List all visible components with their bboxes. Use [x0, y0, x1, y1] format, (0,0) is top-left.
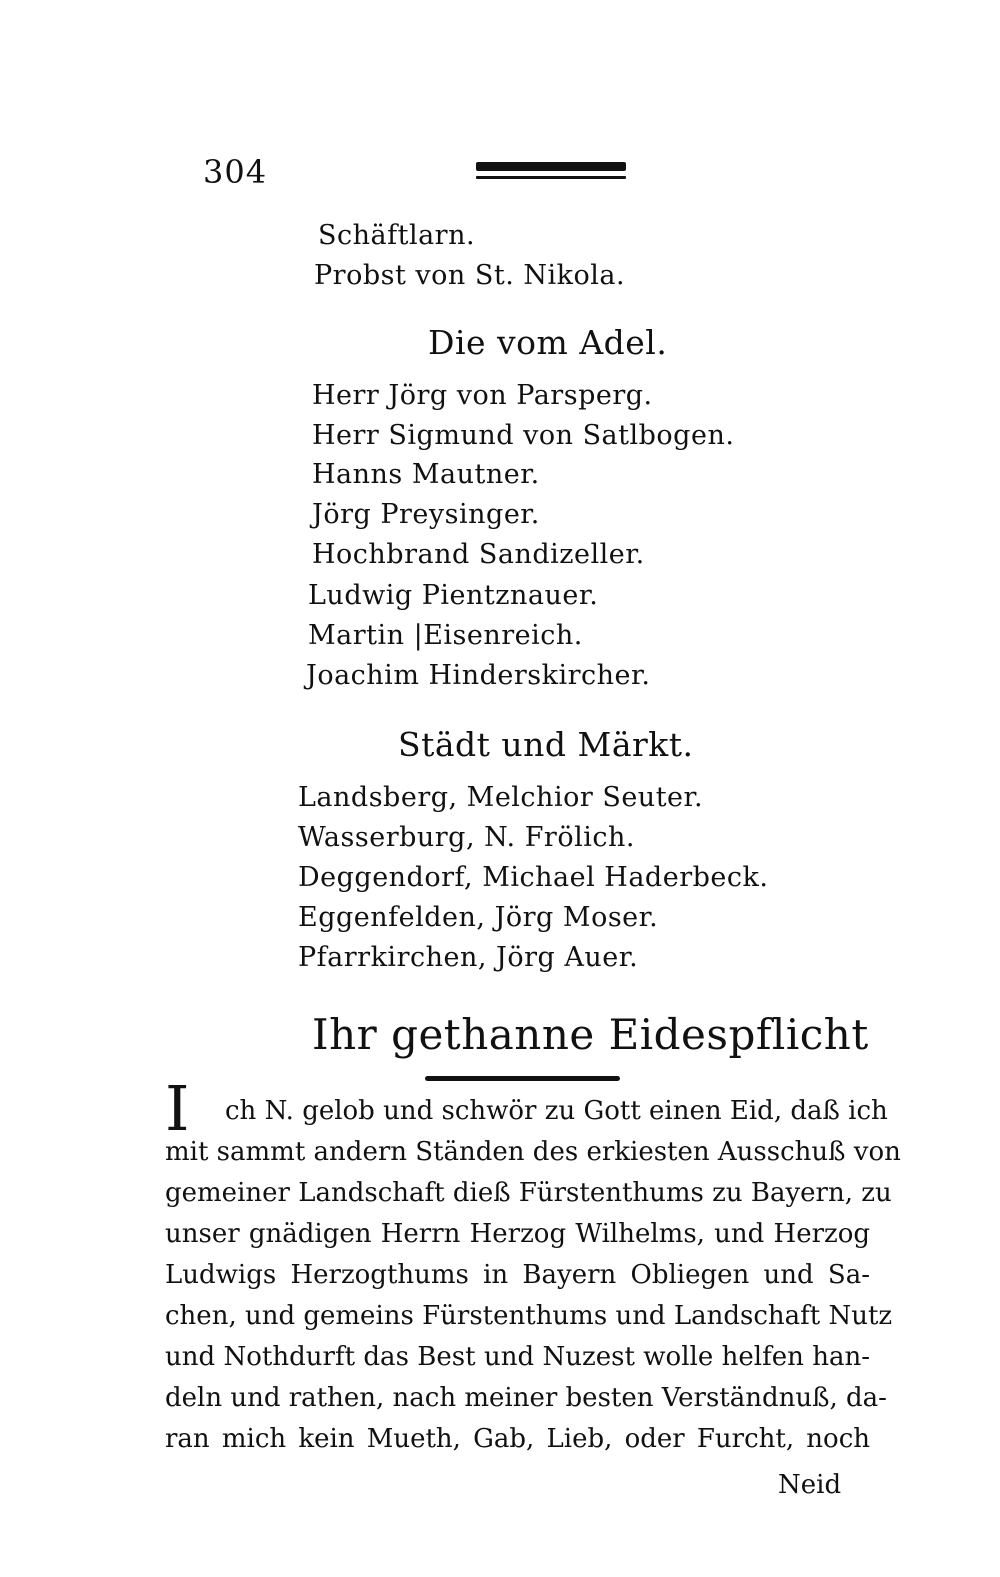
- paragraph-line: und Nothdurft das Best und Nuzest wolle helfen han-: [165, 1342, 870, 1372]
- section-heading-adel: Die vom Adel.: [428, 323, 668, 362]
- page-number: 304: [203, 153, 268, 191]
- paragraph-line: mit sammt andern Ständen des erkiesten Ausschuß von: [165, 1137, 901, 1167]
- catchword: Neid: [778, 1470, 842, 1500]
- list-item: Eggenfelden, Jörg Moser.: [298, 902, 659, 933]
- oath-heading: Ihr gethanne Eidespflicht: [312, 1010, 869, 1059]
- paragraph-line: ch N. gelob und schwör zu Gott einen Eid, daß ich: [225, 1096, 888, 1126]
- list-item: Pfarrkirchen, Jörg Auer.: [298, 942, 639, 973]
- header-rule: [476, 162, 626, 179]
- paragraph-line: gemeiner Landschaft dieß Fürstenthums zu Bayern, zu: [165, 1178, 892, 1208]
- list-item: Ludwig Pientznauer.: [308, 580, 599, 611]
- header-rule-thick: [476, 162, 626, 171]
- list-item: Jörg Preysinger.: [312, 499, 540, 530]
- list-item: Deggendorf, Michael Haderbeck.: [298, 862, 769, 893]
- list-item: Hochbrand Sandizeller.: [312, 539, 645, 570]
- paragraph-line: unser gnädigen Herrn Herzog Wilhelms, und Herzog: [165, 1219, 870, 1249]
- header-rule-thin: [476, 176, 626, 179]
- list-item: Wasserburg, N. Frölich.: [298, 822, 635, 853]
- section-heading-staedt: Städt und Märkt.: [398, 725, 694, 764]
- paragraph-line: chen, und gemeins Fürstenthums und Landschaft Nutz: [165, 1301, 893, 1331]
- list-item: Schäftlarn.: [318, 220, 476, 251]
- drop-initial: I: [165, 1072, 190, 1145]
- list-item: Hanns Mautner.: [312, 459, 540, 490]
- paragraph-line: Ludwigs Herzogthums in Bayern Obliegen und Sa-: [165, 1260, 870, 1290]
- list-item: Joachim Hinderskircher.: [306, 660, 651, 691]
- list-item: Herr Jörg von Parsperg.: [312, 380, 653, 411]
- list-item: Probst von St. Nikola.: [314, 260, 626, 291]
- paragraph-line: ran mich kein Mueth, Gab, Lieb, oder Furcht, noch: [165, 1424, 870, 1454]
- list-item: Herr Sigmund von Satlbogen.: [312, 420, 735, 451]
- paragraph-line: deln und rathen, nach meiner besten Verständnuß, da-: [165, 1383, 887, 1413]
- list-item: Martin |Eisenreich.: [308, 620, 583, 651]
- list-item: Landsberg, Melchior Seuter.: [298, 782, 704, 813]
- ornamental-rule: [425, 1076, 620, 1081]
